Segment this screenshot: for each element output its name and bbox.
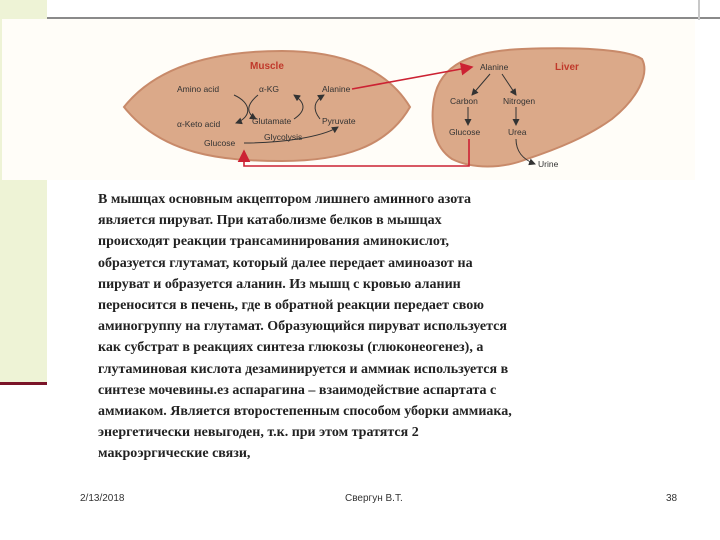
body-line: пируват и образуется аланин. Из мышц с кровью аланин — [98, 276, 461, 292]
glucose-alanine-cycle-diagram — [2, 19, 695, 180]
body-line: является пируват. При катаболизме белков в мышцах — [98, 213, 442, 229]
label-keto-acid: α-Keto acid — [177, 119, 221, 129]
body-line: синтезе мочевины.ез аспарагина – взаимодействие аспартата с — [98, 382, 497, 398]
footer-page-number: 38 — [666, 493, 678, 504]
label-alanine-liver: Alanine — [480, 62, 509, 72]
body-line: аммиаком. Является второстепенным способом уборки аммиака, — [98, 404, 512, 420]
label-urea: Urea — [508, 127, 527, 137]
body-line: как субстрат в реакциях синтеза глюкозы (глюконеогенез), а — [98, 340, 484, 356]
label-amino-acid: Amino acid — [177, 84, 220, 94]
label-glycolysis: Glycolysis — [264, 132, 303, 142]
label-akg: α-KG — [259, 84, 280, 94]
side-accent-line — [0, 382, 47, 385]
body-line: макроэргические связи, — [98, 446, 251, 462]
label-nitrogen: Nitrogen — [503, 96, 536, 106]
liver-shape — [433, 48, 645, 166]
label-alanine-muscle: Alanine — [322, 84, 351, 94]
label-carbon: Carbon — [450, 96, 478, 106]
body-line: аминогруппу на глутамат. Образующийся пируват используется — [98, 319, 507, 335]
corner-line — [698, 0, 700, 20]
body-paragraph — [98, 189, 638, 465]
body-line: образуется глутамат, который далее передает аминоазот на — [98, 255, 473, 271]
label-glucose-liver: Glucose — [449, 127, 481, 137]
label-glutamate: Glutamate — [252, 116, 292, 126]
body-line: происходят реакции трансаминирования аминокислот, — [98, 234, 450, 250]
label-urine: Urine — [538, 159, 559, 169]
liver-title: Liver — [555, 62, 579, 73]
label-pyruvate: Pyruvate — [322, 116, 356, 126]
body-line: переносится в печень, где в обратной реакции передает свою — [98, 298, 484, 314]
body-line: В мышцах основным акцептором лишнего аминного азота — [98, 192, 472, 207]
body-line: глутаминовая кислота дезаминируется и аммиак используется в — [98, 361, 509, 377]
muscle-title: Muscle — [250, 61, 284, 72]
footer-date: 2/13/2018 — [80, 493, 125, 504]
body-line: энергетически невыгоден, т.к. при этом тратятся 2 — [98, 425, 419, 441]
label-glucose-muscle: Glucose — [204, 138, 236, 148]
footer-author: Свергун В.Т. — [345, 493, 403, 504]
